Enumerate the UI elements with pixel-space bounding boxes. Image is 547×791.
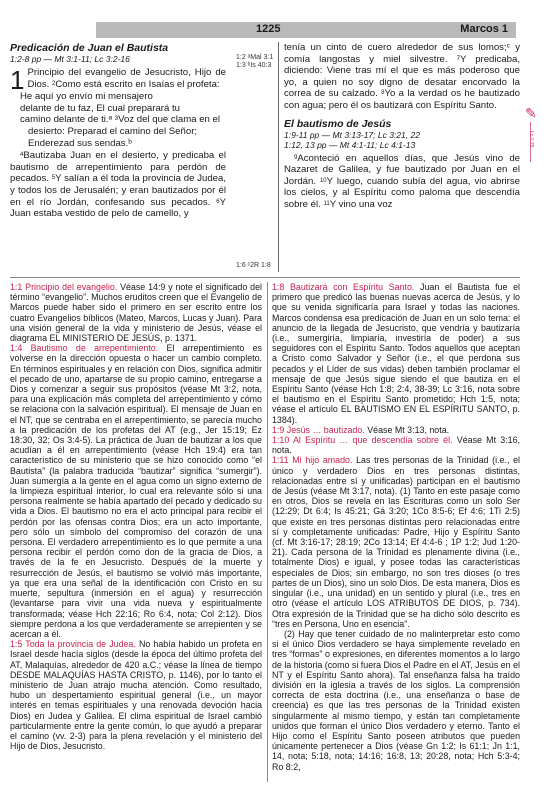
verse-1-2	[10, 65, 226, 95]
study-note	[272, 282, 520, 425]
note-heading: 1:10 Al Espíritu … que descendía sobre él.	[272, 435, 453, 446]
verse-number-7: 7	[456, 55, 460, 62]
verse-4: Bautizaba Juan en el desierto, y predicaba el bautismo de arrepentimiento para perdón de pecados.	[10, 150, 226, 185]
book-chapter: Marcos 1	[460, 23, 508, 35]
verse-10: Y luego, cuando subía del agua, vio abrirse los cielos, y al Espíritu como paloma que descendía sobre él.	[284, 175, 520, 210]
verse-2: Como está escrito en Isaías el profeta:	[55, 78, 220, 90]
verse-number-8: 8	[381, 90, 385, 97]
verse-8: Yo a la verdad os he bautizado con agua; pero él os bautizará con Espíritu Santo.	[284, 88, 520, 111]
poem-line-2: delante de tu faz, El cual preparará tu	[20, 102, 180, 114]
verse-9: Aconteció en aquellos días, que Jesús vino de Nazaret de Galilea, y fue bautizado por Juan en el Jordán.	[284, 152, 520, 187]
note-body: Juan el Bautista fue el primero que predicó las buenas nuevas acerca de Jesús, y lo que su venida significaría para Israel y todas las naciones. Marcos condensa esa predicación de Juan en un solo tema: el anuncio de la llegada de Jesucristo, que vendría y bautizaría (i.e., sumergiría, limpiaría, investiría de poder) a sus seguidores con el Espíritu Santo. Todos aquellos que aceptan a Cristo como Salvador y Señor (i.e., el que perdona sus pecados y el Líder de sus vidas) deben también proclamar el mensaje de que Jesús sigue siendo el que bautiza en el Espíritu Santo (véase Hch 1:8; 2:4, 38-39; Lc 3:16, nota sobre el bautismo en el Espíritu Santo prometido; Hch 1:5, nota; véase el artículo EL BAUTISMO EN EL ESPÍRITU SANTO, p. 1384).	[272, 282, 521, 425]
study-note-continued	[272, 629, 520, 772]
study-note	[10, 639, 262, 751]
dove-icon: ✎	[525, 107, 537, 122]
verse-3: Voz del que clama en el desierto: Preparad el camino del Señor; Enderezad sus sendas.ᵇ	[28, 114, 220, 149]
verse-number-10: 10	[319, 177, 327, 184]
verse-number-11: 11	[323, 200, 330, 207]
xref-c: 1:6 ᶜ2R 1:8	[236, 262, 271, 269]
section-title-2: El bautismo de Jesús	[284, 117, 392, 130]
cross-references-bottom	[236, 262, 276, 270]
page-number: 1225	[256, 23, 281, 35]
study-note	[10, 282, 262, 343]
verse-11: Y vino una voz	[329, 198, 393, 210]
verse-6-start: Y Juan estaba vestido de pelo de camello, y	[10, 196, 226, 220]
verse-number-6: 6	[216, 198, 220, 205]
note-body: El arrepentimiento es volverse en la dirección opuesta o hacer un cambio completo. En términos espirituales y en relación con Dios, significa admitir el pecado de uno, apartarse de su propio camino, entregarse a Dios y comenzar a seguir sus propósitos (véase Mt 3:2, nota, para una explicación más completa del arrepentimiento y cómo se relaciona con la salvación espiritual). El mensaje de Juan en el NT, que se centraba en el arrepentimiento, se parecía mucho a la predicación de los profetas del AT (e.g., Jer 15:19; Ez 18:30, 32; Os 3:4-5). La práctica de Juan de bautizar a los que acudían a él en arrepentimiento (véase Hch 19:4) era tan característico de su ministerio que se hizo conocido como “el Bautista” (la palabra traducida “bautizar” significa “sumergir”). Juan sumergía a la gente en el agua como un signo externo de la limpieza espiritual interior, lo cual era relevante sólo si una persona realmente se había apartado del pecado y dedicado su vida a Dios. El bautismo no era el acto principal para recibir el perdón por las ofensas contra Dios; era un acto importante, pero sólo un símbolo del compromiso del corazón de una persona. El verdadero arrepentimiento es lo que permite a una persona recibir el perdón como don de la gracia de Dios, a través de la fe en Jesucristo. Después de la muerte y resurrección de Jesús, el bautismo se volvió más importante, ya que era una señal de la identificación con Cristo en su muerte, sepultura (inmersión en el agua) y resurrección (levantarse para vivir una vida nueva y espiritualmente transformada; véase Hch 22:16; Ro 6:4, nota; Col 2:12). Dios siempre perdona a los que verdaderamente se arrepienten y se acercan a él.	[10, 343, 262, 639]
verse-7: Y predicaba, diciendo: Viene tras mí el que es más poderoso que yo, a quien no soy digno de desatar encorvado la correa de su calzado.	[284, 53, 520, 100]
study-notes-right	[272, 282, 520, 772]
note-body: No había habido un profeta en Israel desde hacía siglos (desde la época del último profeta del AT, Malaquías, alrededor de 420 a.C.; véase la línea de tiempo DESDE MALAQUÍAS HASTA CRISTO, p. 1146), por lo tanto el ministerio de Juan atrajo mucha atención. Como resultado, hubo un despertamiento espiritual general (i.e., un mayor interés en temas espirituales y una renovada devoción hacia Dios) en Judea y Galilea. El clima espiritual de Israel cambió particularmente entre la gente común, lo que ayudó a preparar el camino (vv. 2-3) para la plena revelación y el ministerio del Hijo de Dios, Jesucristo.	[10, 639, 262, 752]
section-parallel-ref-1: 1:2-8 pp — Mt 3:1-11; Lc 3:2-16	[10, 54, 130, 64]
notes-column-divider	[267, 282, 268, 782]
verse-number-2: 2	[52, 80, 56, 87]
verse-5: Y salían a él toda la provincia de Judea, y todos los de Jerusalén; y eran bautizados por él en el río Jordán, confesando sus pecados.	[10, 173, 226, 208]
side-reference-label: Lc 1:75	[528, 131, 534, 148]
page-header	[96, 22, 516, 38]
notes-divider	[10, 277, 520, 278]
prophecy-quote	[20, 91, 226, 149]
poem-line-1: He aquí yo envío mi mensajero	[20, 91, 153, 103]
bible-text-left-column	[10, 42, 226, 220]
note-body: (2) Hay que tener cuidado de no malinterpretar esto como si el único Dios verdadero se haya simplemente revelado en tres “formas” o expresiones, en diferentes momentos a lo largo de la historia (como si fuera Dios el Padre en el AT, Jesús en el NT y el Espíritu Santo ahora). Tal enseñanza falsa ha traído división en la iglesia a través de los siglos. La comprensión correcta de esta doctrina (i.e., una enseñanza o base de creencia) es que las tres personas de la Trinidad existen singularmente al mismo tiempo, y están tan completamente unidos que forman el único Dios verdadero y eterno. Tanto el Hijo como el Espíritu Santo poseen atributos que pueden únicamente pertenecer a Dios (véase Gn 1:2; Is 61:1; Jn 1:1, 14, nota; 5:18, nota; 14:16; 16:8, 13; 20:28, nota; Hch 5:3-4; Ro 8:2,	[272, 628, 520, 772]
side-reference-strip	[530, 122, 537, 162]
verse-number-5: 5	[51, 175, 56, 182]
chapter-dropcap: 1	[10, 65, 25, 95]
verse-number-4: 4	[20, 152, 24, 159]
note-body: Véase Mt 3:16, nota.	[272, 435, 521, 456]
section-parallel-ref-2a: 1:9-11 pp — Mt 3:13-17; Lc 3:21, 22	[284, 129, 420, 140]
study-note	[272, 435, 520, 455]
study-note	[10, 343, 262, 639]
study-note	[272, 425, 520, 435]
bible-text-right-column	[284, 42, 520, 211]
column-divider-top	[278, 42, 279, 272]
verse-9-11	[284, 153, 520, 211]
note-heading: 1:8 Bautizará con Espíritu Santo.	[272, 282, 415, 292]
poem-line-3-text: camino delante de ti.ᵃ	[20, 114, 115, 126]
study-notes-left	[10, 282, 262, 751]
note-heading: 1:4 Bautismo de arrepentimiento.	[10, 343, 159, 354]
note-heading: 1:11 Mi hijo amado.	[272, 455, 353, 466]
note-heading: 1:9 Jesús … bautizado.	[272, 424, 365, 435]
cross-references-top	[236, 54, 276, 70]
note-heading: 1:1 Principio del evangelio.	[10, 282, 118, 292]
note-heading: 1:5 Toda la provincia de Judea.	[10, 639, 136, 650]
section-parallel-ref-2b: 1:12, 13 pp — Mt 4:1-11; Lc 4:1-13	[284, 139, 416, 150]
poem-line-3	[20, 114, 226, 149]
verse-number-3: 3	[114, 116, 119, 123]
note-body: Las tres personas de la Trinidad (i.e., el único y verdadero Dios en tres personas distintas, relacionadas entre sí y unificadas) participan en el bautismo de Jesús (véase Mt 3:17, nota). (1) Tanto en este pasaje como en otros, Dios se revela en las Escrituras como un solo Ser (12:29; Dt 6:4; Is 45:21; Gá 3:20; 1Co 8:5-6; Ef 4:6; 1Ti 2:5) que existe en tres personas distintas pero relacionadas entre sí y completamente unificadas: Padre, Hijo y Espíritu Santo (cf. Mt 3:16-17; 28:19; 2Co 13:14; Ef 4:4-6 ; 1P 1:2; Jud 1:20-21). Cada persona de la Trinidad es plenamente divina (i.e., totalmente Dios) e igual, y posee todas las características especiales de Dios; sin embargo, no son tres dioses (o tres partes de un Dios), sino un solo Dios. De esta manera, Dios es singular (i.e., una unidad) en un sentido y plural (i.e., tres en otro (véase el artículo LOS ATRIBUTOS DE DIOS, p. 734). Otra expresión de la Trinidad que se ha dicho sólo descrito es “tres en Persona, Uno en esencia”.	[272, 455, 520, 629]
verse-6-end: tenía un cinto de cuero alrededor de sus lomos;ᶜ y comía langostas y miel silvestre.	[284, 42, 520, 65]
verse-1: Principio del evangelio de Jesucristo, Hijo de Dios.	[27, 67, 226, 90]
verse-number-9: 9	[294, 154, 298, 161]
xref-b: 1:3 ᵇIs 40:3	[236, 62, 272, 69]
xref-a: 1:2 ᵃMal 3:1	[236, 54, 274, 61]
verse-6-8	[284, 42, 520, 112]
section-title-1: Predicación de Juan el Bautista	[10, 42, 169, 54]
verse-4-6	[10, 150, 226, 220]
study-note	[272, 455, 520, 628]
note-body: Véase Mt 3:13, nota.	[364, 424, 450, 435]
note-body: Véase 14:9 y note el significado del término “evangelio”. Muchos eruditos creen que el Evangelio de Marcos puede haber sido el primero en ser escrito entre los cuatro Evangelios bíblicos (Mateo, Marcos, Lucas y Juan). Para una visión general de la vida y ministerio de Jesús, véase el diagrama EL MINISTERIO DE JESÚS, p. 1371.	[10, 282, 262, 344]
